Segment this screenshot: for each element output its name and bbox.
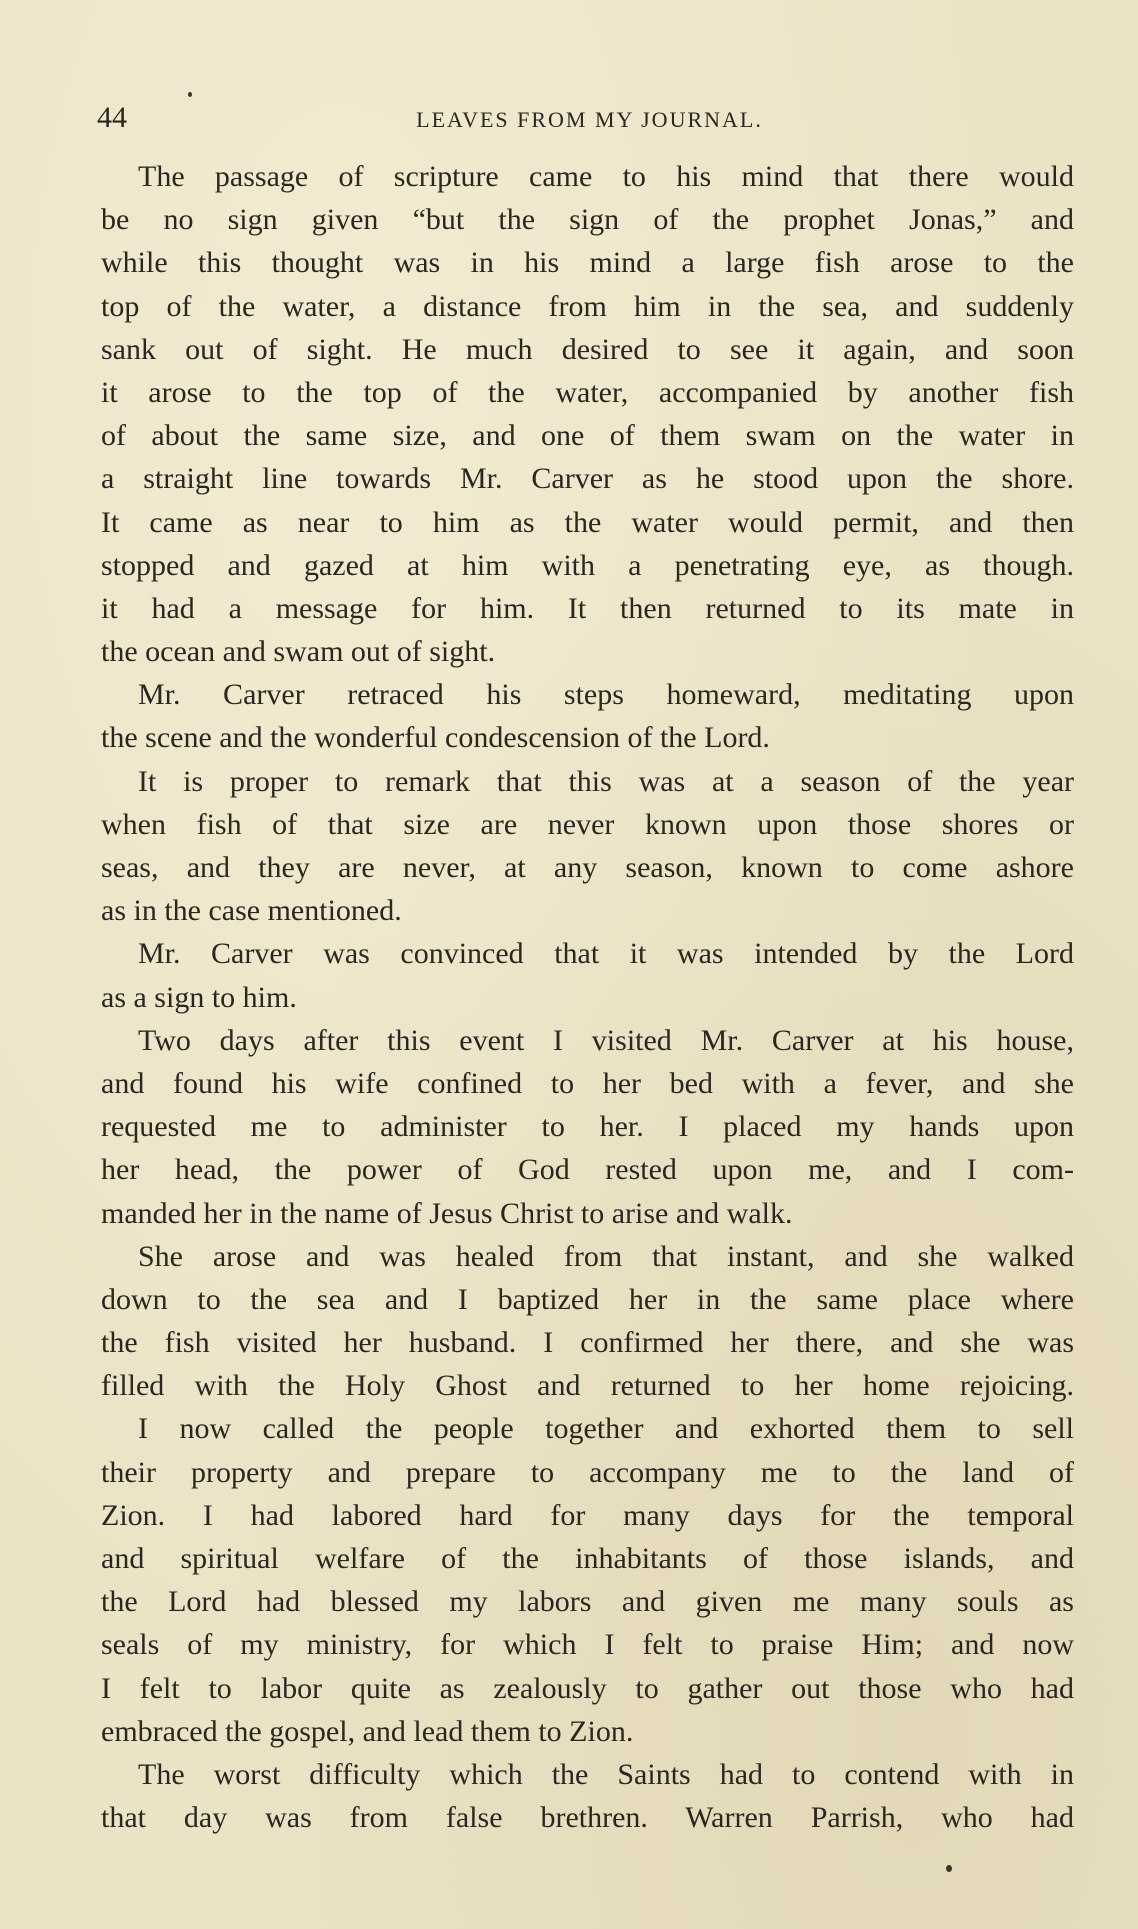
text-line: her head, the power of God rested upon me, and I com- [101,1153,1074,1187]
text-line: be no sign given “but the sign of the prophet Jonas,” and [101,203,1074,237]
text-line: seals of my ministry, for which I felt to praise Him; and now [101,1628,1074,1662]
text-line: I now called the people together and exhorted them to sell [138,1412,1074,1446]
text-line: Zion. I had labored hard for many days for the temporal [101,1498,1074,1532]
text-line: sank out of sight. He much desired to see it again, and soon [101,332,1074,366]
text-line: It is proper to remark that this was at a season of the year [138,764,1074,798]
text-line: as a sign to him. [101,980,297,1014]
text-line: it had a message for him. It then returned to its mate in [101,591,1074,625]
text-line: stopped and gazed at him with a penetrating eye, as though. [101,548,1074,582]
text-line: of about the same size, and one of them swam on the water in [101,419,1074,453]
text-line: as in the case mentioned. [101,894,402,928]
text-line: Mr. Carver retraced his steps homeward, meditating upon [138,678,1074,712]
text-line: that day was from false brethren. Warren Parrish, who had [101,1801,1074,1835]
text-line: seas, and they are never, at any season, known to come ashore [101,851,1074,884]
page-number: 44 [97,101,127,134]
text-line: requested me to administer to her. I placed my hands upon [101,1110,1074,1144]
text-line: when fish of that size are never known upon those shores or [101,807,1074,841]
text-line: the ocean and swam out of sight. [101,635,496,669]
running-head: LEAVES FROM MY JOURNAL. [416,107,763,132]
text-line: the fish visited her husband. I confirmed her there, and she was [101,1326,1074,1360]
text-line: and found his wife confined to her bed with a fever, and she [101,1066,1074,1100]
text-line: down to the sea and I baptized her in the same place where [101,1282,1074,1316]
text-line: manded her in the name of Jesus Christ to arise and walk. [101,1196,793,1230]
text-line: filled with the Holy Ghost and returned to her home rejoicing. [101,1369,1074,1403]
text-line: a straight line towards Mr. Carver as he stood upon the shore. [101,462,1074,496]
text-line: Two days after this event I visited Mr. Carver at his house, [138,1023,1074,1057]
text-line: I felt to labor quite as zealously to gather out those who had [101,1671,1074,1705]
text-line: embraced the gospel, and lead them to Zion. [101,1714,634,1748]
text-line: She arose and was healed from that instant, and she walked [138,1239,1074,1273]
print-speck [188,92,192,97]
text-line: it arose to the top of the water, accompanied by another fish [101,375,1074,409]
text-line: Mr. Carver was convinced that it was intended by the Lord [138,937,1074,971]
text-line: their property and prepare to accompany me to the land of [101,1455,1074,1489]
text-line: the scene and the wonderful condescension of the Lord. [101,721,770,755]
text-line: The passage of scripture came to his mind that there would [138,160,1074,193]
text-line: It came as near to him as the water would permit, and then [101,505,1074,539]
text-line: The worst difficulty which the Saints had to contend with in [138,1757,1074,1791]
page-header [97,98,1072,138]
text-line: top of the water, a distance from him in the sea, and suddenly [101,289,1074,323]
text-line: the Lord had blessed my labors and given me many souls as [101,1585,1074,1619]
body-text [101,155,1074,1839]
text-line: and spiritual welfare of the inhabitants of those islands, and [101,1542,1074,1575]
text-line: while this thought was in his mind a large fish arose to the [101,246,1074,280]
print-speck [946,1865,952,1872]
